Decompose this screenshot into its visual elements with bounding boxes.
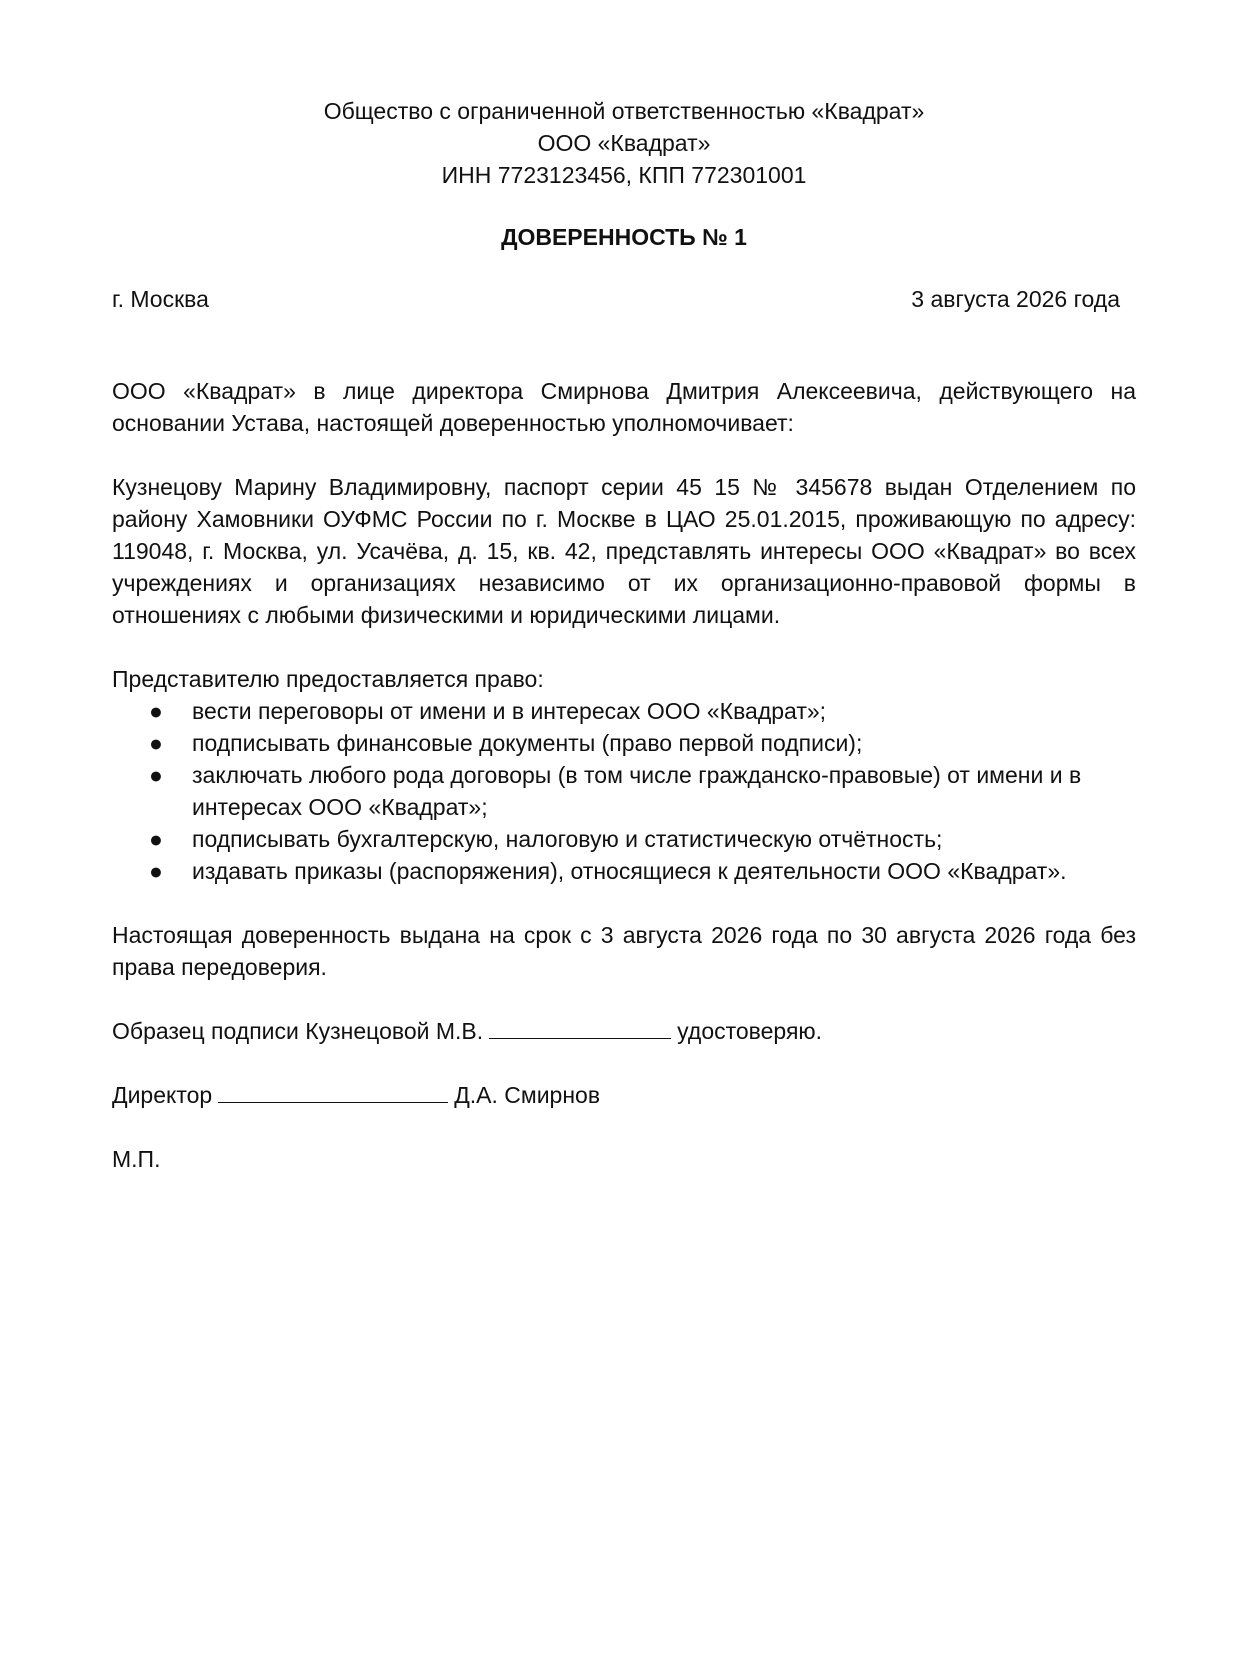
place-date-row <box>112 283 1136 315</box>
bullet-icon: ● <box>149 762 163 788</box>
document-header <box>112 95 1136 191</box>
document-place: г. Москва <box>112 286 209 312</box>
bullet-icon: ● <box>149 826 163 852</box>
list-item <box>112 823 1136 855</box>
grant-paragraph: Кузнецову Марину Владимировну, паспорт серии 45 15 № 345678 выдан Отделением по району Хамовники ОУФМС России по г. Москве в ЦАО 25.01.2015, проживающую по адресу: 119048, г. Москва, ул. Усачёва, д. 15, кв. 42, представлять интересы ООО «Квадрат» во всех учреждениях и организациях независимо от их организационно-правовой формы в отношениях с любыми физическими и юридическими лицами. <box>112 474 1136 628</box>
director-signature-line <box>112 1079 1136 1111</box>
list-item <box>112 695 1136 727</box>
sample-signature-blank <box>489 1016 671 1039</box>
list-item-text: подписывать финансовые документы (право первой подписи); <box>192 730 863 756</box>
stamp-place: М.П. <box>112 1146 161 1172</box>
director-name: Д.А. Смирнов <box>454 1082 601 1108</box>
list-item <box>112 759 1136 823</box>
list-item-text: вести переговоры от имени и в интересах ООО «Квадрат»; <box>192 698 827 724</box>
rights-list <box>112 695 1136 887</box>
org-full-name: Общество с ограниченной ответственностью «Квадрат» <box>323 98 925 124</box>
list-item <box>112 855 1136 887</box>
document-title: ДОВЕРЕННОСТЬ № 1 <box>501 224 747 250</box>
list-item-text: подписывать бухгалтерскую, налоговую и статистическую отчётность; <box>192 826 943 852</box>
list-item-text: заключать любого рода договоры (в том числе гражданско-правовые) от имени и в интересах ООО «Квадрат»; <box>192 762 1082 820</box>
term-paragraph: Настоящая доверенность выдана на срок с 3 августа 2026 года по 30 августа 2026 года без права передоверия. <box>112 922 1136 980</box>
list-item-text: издавать приказы (распоряжения), относящиеся к деятельности ООО «Квадрат». <box>192 858 1067 884</box>
director-label: Директор <box>112 1082 213 1108</box>
bullet-icon: ● <box>149 698 163 724</box>
sample-signature-label: Образец подписи Кузнецовой М.В. <box>112 1018 484 1044</box>
list-item <box>112 727 1136 759</box>
org-short-name: ООО «Квадрат» <box>537 130 711 156</box>
rights-intro: Представителю предоставляется право: <box>112 666 544 692</box>
bullet-icon: ● <box>149 730 163 756</box>
sample-signature-line <box>112 1015 1136 1047</box>
bullet-icon: ● <box>149 858 163 884</box>
sample-signature-certify: удостоверяю. <box>677 1018 823 1044</box>
document-date: 3 августа 2026 года <box>911 286 1120 312</box>
director-signature-blank <box>218 1080 448 1103</box>
intro-paragraph: ООО «Квадрат» в лице директора Смирнова Дмитрия Алексеевича, действующего на основании Устава, настоящей доверенностью уполномочивает: <box>112 378 1136 436</box>
org-tax-ids: ИНН 7723123456, КПП 772301001 <box>441 162 807 188</box>
